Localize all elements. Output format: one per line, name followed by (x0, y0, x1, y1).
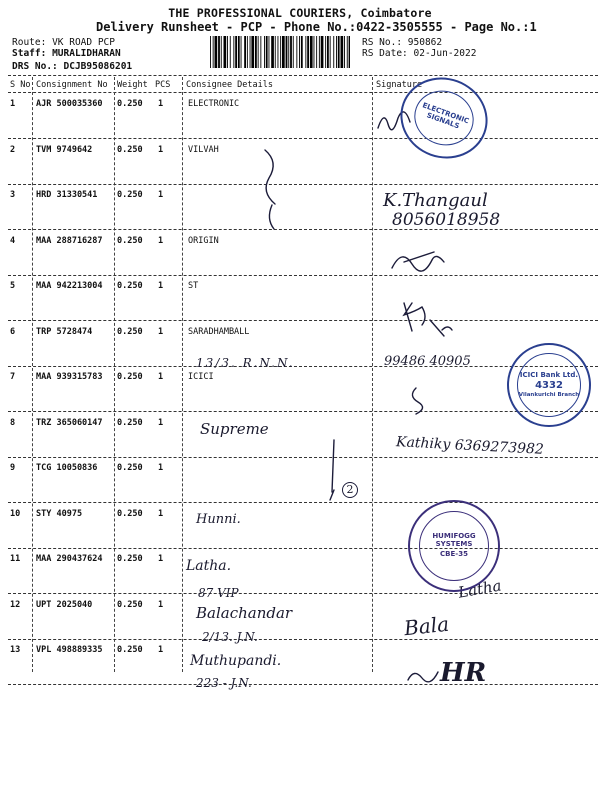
rs-date-line (362, 48, 476, 59)
row-cell-pcs: 1 (158, 190, 164, 200)
barcode-bar (251, 36, 254, 68)
row-cell-consignment: TRP 5728474 (36, 326, 93, 337)
barcode-bar (286, 36, 288, 68)
row-divider (8, 366, 598, 367)
row-cell-weight: 0.250 (117, 554, 143, 564)
barcode-bar (330, 36, 331, 68)
row-cell-pcs: 1 (158, 417, 164, 428)
row-cell-pcs: 1 (158, 599, 164, 610)
barcode-bar (235, 36, 237, 68)
row-cell-consignment: AJR 500035360 (36, 99, 103, 109)
row-cell-weight: 0.250 (117, 326, 143, 337)
document-title: THE PROFESSIONAL COURIERS, Coimbatore (168, 6, 432, 20)
column-header-weight: Weight (117, 80, 148, 90)
row-cell-weight: 0.250 (117, 508, 143, 519)
rs-no-line (362, 37, 442, 48)
row-13-address: 223 - J.N. (196, 676, 252, 690)
row-cell-details: VILVAH (188, 144, 219, 155)
barcode-image (210, 36, 350, 68)
row-10-consignee-name: Hunni. (196, 512, 241, 527)
document-subtitle: Delivery Runsheet - PCP - Phone No.:0422-3505555 - Page No.:1 (96, 20, 537, 34)
row-11-address: 87 VIP (198, 586, 239, 600)
column-divider (114, 77, 115, 672)
row-cell-details: ICICI (188, 372, 214, 382)
row-cell-sno: 3 (10, 190, 16, 200)
row-cell-details: ST (188, 281, 199, 291)
barcode-bar (344, 36, 345, 68)
barcode-bar (296, 36, 297, 68)
barcode-bar (218, 36, 220, 68)
row-cell-consignment: UPT 2025040 (36, 599, 93, 610)
barcode-bar (327, 36, 329, 68)
row-divider (8, 229, 598, 230)
barcode-bar (233, 36, 234, 68)
row-3-signature-name: K.Thangaul (383, 190, 488, 211)
row-cell-sno: 13 (10, 645, 21, 655)
column-divider (32, 77, 33, 672)
barcode-bar (301, 36, 303, 68)
barcode-bar (266, 36, 268, 68)
row-cell-consignment: TVM 9749642 (36, 144, 93, 155)
barcode-bar (250, 36, 251, 68)
row-divider (8, 502, 598, 503)
row-cell-details: SARADHAMBALL (188, 326, 250, 337)
barcode-bar (310, 36, 313, 68)
row-cell-weight: 0.250 (117, 235, 143, 246)
column-header-consignment: Consignment No (36, 80, 108, 90)
row-divider (8, 593, 598, 594)
row-11-consignee-name: Latha. (186, 558, 232, 574)
row-divider (8, 275, 598, 276)
header-bottom-rule (8, 92, 598, 93)
row-cell-sno: 11 (10, 554, 21, 564)
drs-value: DCJB95086201 (63, 61, 133, 72)
barcode-bar (210, 36, 211, 68)
row-cell-consignment: MAA 942213004 (36, 281, 103, 291)
column-divider (372, 77, 373, 672)
row-cell-weight: 0.250 (117, 281, 143, 291)
row-6-phone: 99486 40905 (384, 354, 471, 369)
row-divider (8, 639, 598, 640)
row-cell-pcs: 1 (158, 463, 164, 473)
barcode-bar (321, 36, 324, 68)
row-cell-sno: 10 (10, 508, 21, 519)
staff-label: Staff: (12, 48, 47, 59)
barcode-bar (293, 36, 294, 68)
barcode-bar (215, 36, 218, 68)
row-divider (8, 184, 598, 185)
row-13-signature: HR (440, 658, 487, 688)
route-value: VK ROAD PCP (52, 37, 115, 48)
barcode-bar (278, 36, 279, 68)
row-cell-pcs: 1 (158, 372, 164, 382)
row-9-circled-mark: 2 (342, 482, 358, 498)
barcode-bar (271, 36, 274, 68)
row-12-address: 2/13. J.N. (202, 630, 258, 644)
column-divider (182, 77, 183, 672)
row-divider (8, 684, 598, 685)
row-cell-consignment: TCG 10050836 (36, 463, 98, 473)
barcode-bar (247, 36, 248, 68)
icici-bank-stamp (507, 343, 591, 427)
row-cell-weight: 0.250 (117, 417, 143, 428)
barcode-bar (316, 36, 317, 68)
barcode-bar (241, 36, 242, 68)
row-cell-pcs: 1 (158, 281, 164, 291)
row-cell-sno: 7 (10, 372, 16, 382)
row-12-signature: Bala (402, 611, 451, 641)
barcode-bar (230, 36, 231, 68)
humifogg-systems-stamp (408, 500, 500, 592)
row-cell-weight: 0.250 (117, 463, 143, 473)
row-cell-consignment: STY 40975 (36, 508, 83, 519)
rs-no-label: RS No.: (362, 37, 403, 48)
barcode-bar (258, 36, 259, 68)
row-cell-sno: 4 (10, 235, 16, 246)
row-cell-consignment: HRD 31330541 (36, 190, 98, 200)
humifogg-stamp-name: HUMIFOGG SYSTEMS (432, 531, 476, 548)
barcode-bar (299, 36, 300, 68)
staff-value: MURALIDHARAN (52, 48, 121, 59)
row-3-signature-phone: 8056018958 (392, 210, 501, 230)
row-cell-sno: 6 (10, 326, 16, 337)
row-cell-consignment: TRZ 365060147 (36, 417, 103, 428)
header-top-rule (8, 75, 598, 76)
column-header-sno: S No (10, 80, 31, 90)
row-cell-details: ELECTRONIC (188, 99, 240, 109)
barcode-bar (238, 36, 240, 68)
barcode-bar (255, 36, 257, 68)
barcode-bar (244, 36, 246, 68)
row-8-consignee-name: Supreme (200, 420, 269, 438)
row-cell-weight: 0.250 (117, 99, 143, 109)
row-divider (8, 320, 598, 321)
barcode-bar (338, 36, 340, 68)
column-header-pcs: PCS (155, 80, 171, 90)
barcode-bar (305, 36, 306, 68)
row-cell-consignment: VPL 498889335 (36, 645, 103, 655)
icici-stamp-code: 4332 (535, 380, 563, 392)
row-cell-details: ORIGIN (188, 235, 219, 246)
barcode-bar (341, 36, 344, 68)
drs-line (12, 61, 132, 72)
rs-date-label: RS Date: (362, 48, 408, 59)
icici-stamp-bank-name: ICICI Bank Ltd. (519, 370, 579, 379)
barcode-bar (314, 36, 315, 68)
row-cell-consignment: MAA 290437624 (36, 554, 103, 564)
row-cell-sno: 12 (10, 599, 21, 610)
row-11-signature: Latha (456, 576, 503, 602)
barcode-bar (275, 36, 276, 68)
row-cell-sno: 9 (10, 463, 16, 473)
row-cell-pcs: 1 (158, 235, 164, 246)
barcode-bar (213, 36, 214, 68)
row-divider (8, 457, 598, 458)
row-divider (8, 411, 598, 412)
row-cell-sno: 1 (10, 99, 16, 109)
barcode-bar (325, 36, 326, 68)
row-6-address: 13/3. R.N.N. (196, 356, 295, 370)
row-12-consignee-name: Balachandar (196, 604, 293, 622)
row-cell-consignment: MAA 939315783 (36, 372, 103, 382)
row-cell-weight: 0.250 (117, 190, 143, 200)
column-header-details: Consignee Details (186, 80, 273, 90)
icici-stamp-branch: Vilankurichi Branch (518, 392, 580, 399)
barcode-bar (336, 36, 337, 68)
row-cell-pcs: 1 (158, 554, 164, 564)
barcode-bar (280, 36, 281, 68)
barcode-bar (221, 36, 222, 68)
row-cell-consignment: MAA 288716287 (36, 235, 103, 246)
barcode-bar (224, 36, 227, 68)
row-cell-weight: 0.250 (117, 599, 143, 610)
humifogg-stamp-code: CBE-35 (440, 550, 468, 559)
barcode-bar (319, 36, 320, 68)
row-divider (8, 548, 598, 549)
route-line (12, 37, 115, 48)
column-header-signature: Signature (376, 80, 423, 90)
barcode-bar (264, 36, 265, 68)
barcode-bar (282, 36, 285, 68)
staff-line (12, 48, 121, 59)
electronic-stamp-text: ELECTRONIC SIGNALS (421, 101, 470, 131)
barcode-bar (307, 36, 309, 68)
row-cell-sno: 2 (10, 144, 16, 155)
row-cell-pcs: 1 (158, 99, 164, 109)
row-cell-weight: 0.250 (117, 144, 143, 155)
row-cell-sno: 5 (10, 281, 16, 291)
barcode-bar (349, 36, 350, 68)
row-cell-sno: 8 (10, 417, 16, 428)
rs-date-value: 02-Jun-2022 (413, 48, 477, 59)
route-label: Route: (12, 37, 47, 48)
barcode-bar (288, 36, 289, 68)
row-divider (8, 138, 598, 139)
row-cell-pcs: 1 (158, 508, 164, 519)
row-13-consignee-name: Muthupandi. (190, 653, 282, 669)
row-cell-pcs: 1 (158, 326, 164, 337)
row-8-signature: Kathiky 6369273982 (395, 434, 545, 458)
rs-no-value: 950862 (407, 37, 443, 48)
row-cell-weight: 0.250 (117, 372, 143, 382)
barcode-bar (260, 36, 261, 68)
barcode-bar (347, 36, 348, 68)
barcode-bar (227, 36, 228, 68)
row-cell-weight: 0.250 (117, 645, 143, 655)
barcode-bar (290, 36, 292, 68)
row-cell-pcs: 1 (158, 645, 164, 655)
barcode-bar (269, 36, 270, 68)
barcode-bar (333, 36, 334, 68)
drs-label: DRS No.: (12, 61, 58, 72)
row-cell-pcs: 1 (158, 144, 164, 155)
